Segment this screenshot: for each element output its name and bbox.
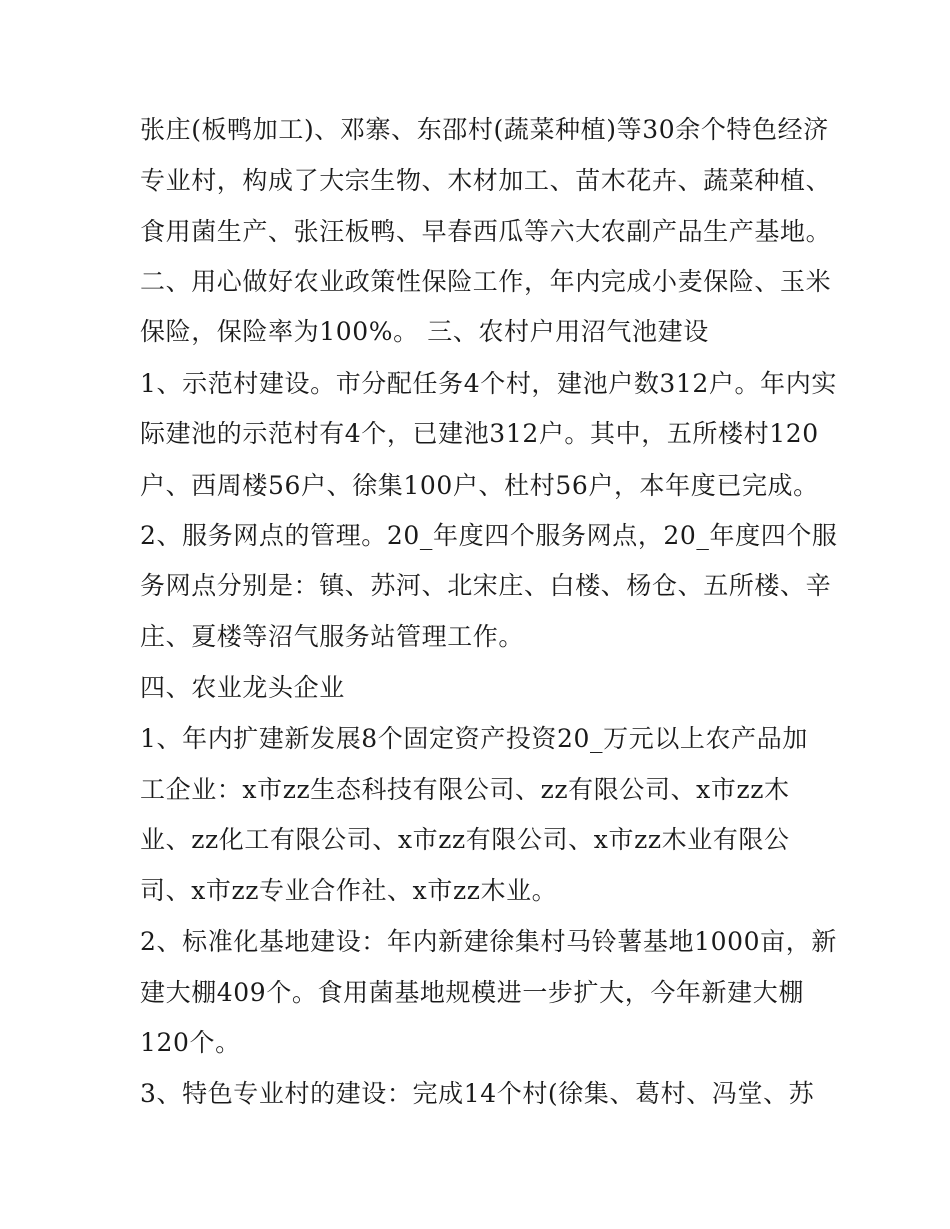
text-line: 食用菌生产、张汪板鸭、早春西瓜等六大农副产品生产基地。 <box>140 217 832 246</box>
text-line: 庄、夏楼等沼气服务站管理工作。 <box>140 622 525 651</box>
text-line: 户、西周楼56户、徐集100户、杜村56户，本年度已完成。 <box>140 471 819 500</box>
text-line: 1、年内扩建新发展8个固定资产投资20_万元以上农产品加 <box>140 724 808 753</box>
text-line: 专业村，构成了大宗生物、木材加工、苗木花卉、蔬菜种植、 <box>140 166 832 195</box>
text-line: 司、x市zz专业合作社、x市zz木业。 <box>140 876 558 905</box>
text-line: 张庄(板鸭加工)、邓寨、东邵村(蔬菜种植)等30余个特色经济 <box>140 115 829 144</box>
text-line: 建大棚409个。食用菌基地规模进一步扩大，今年新建大棚 <box>140 978 804 1007</box>
text-line: 120个。 <box>140 1028 241 1057</box>
text-line: 1、示范村建设。市分配任务4个村，建池户数312户。年内实 <box>140 369 837 398</box>
text-line: 2、标准化基地建设：年内新建徐集村马铃薯基地1000亩，新 <box>140 927 837 956</box>
section-heading: 四、农业龙头企业 <box>140 673 345 702</box>
text-line: 业、zz化工有限公司、x市zz有限公司、x市zz木业有限公 <box>140 825 790 854</box>
text-line: 际建池的示范村有4个，已建池312户。其中，五所楼村120 <box>140 419 819 448</box>
text-line: 保险，保险率为100%。 三、农村户用沼气池建设 <box>140 317 709 346</box>
text-line: 二、用心做好农业政策性保险工作，年内完成小麦保险、玉米 <box>140 267 832 296</box>
text-line: 务网点分别是：镇、苏河、北宋庄、白楼、杨仓、五所楼、辛 <box>140 571 832 600</box>
text-line: 2、服务网点的管理。20_年度四个服务网点，20_年度四个服 <box>140 521 838 550</box>
text-line: 3、特色专业村的建设：完成14个村(徐集、葛村、冯堂、苏 <box>140 1079 815 1108</box>
text-line: 工企业：x市zz生态科技有限公司、zz有限公司、x市zz木 <box>140 775 790 804</box>
